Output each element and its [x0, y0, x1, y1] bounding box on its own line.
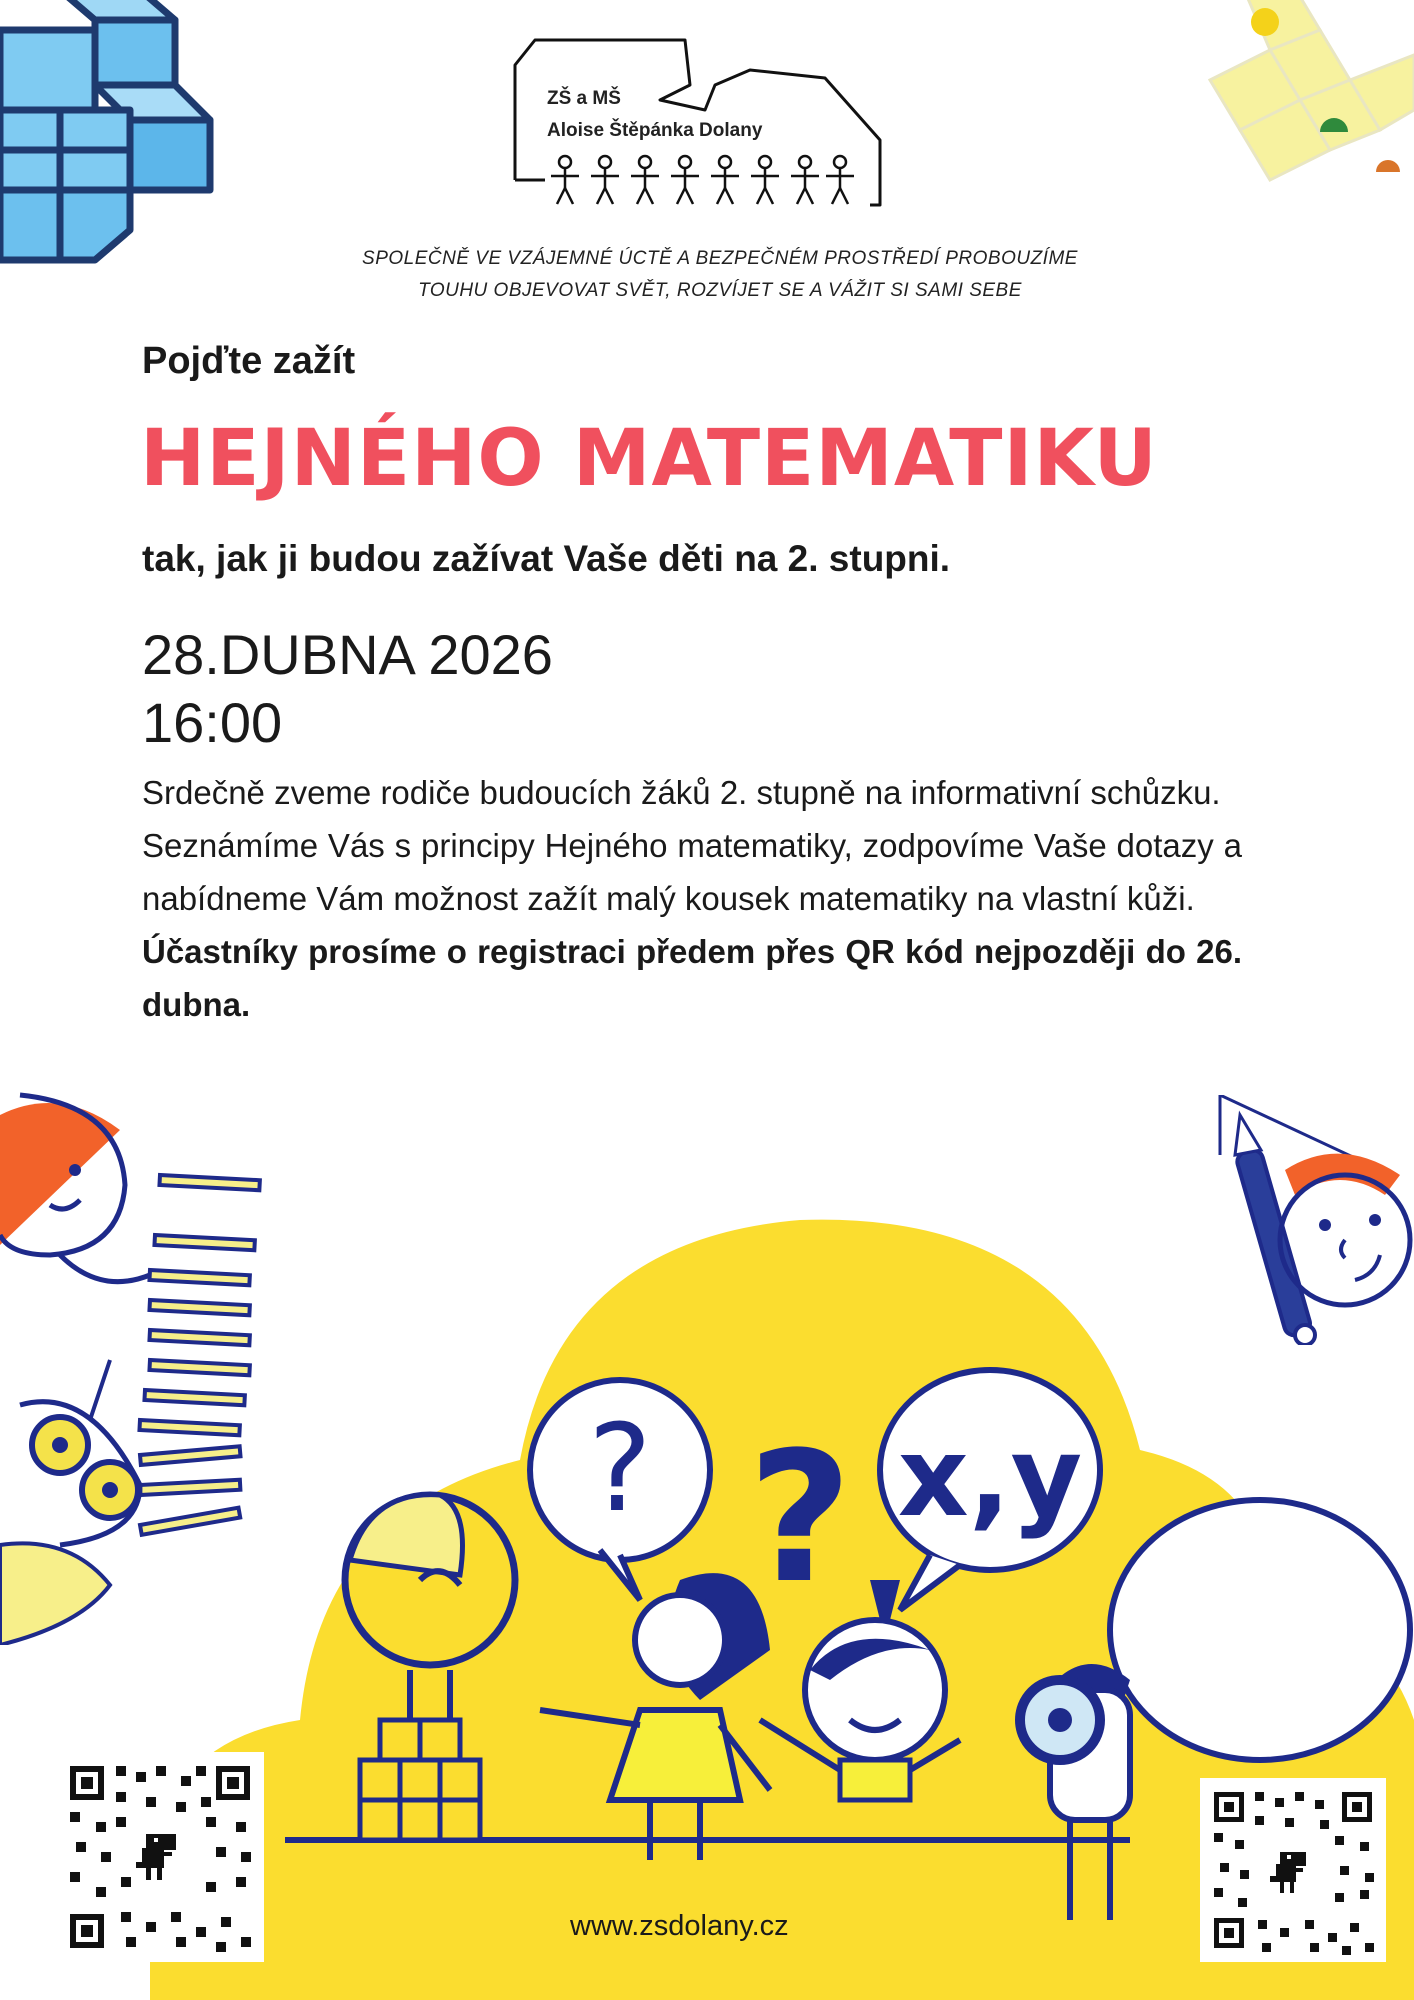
school-motto-line1: SPOLEČNĚ VE VZÁJEMNÉ ÚCTĚ A BEZPEČNÉM PROSTŘEDÍ PROBOUZÍME [362, 248, 1078, 269]
tetris-cube-icon [0, 0, 230, 280]
event-date: 28.DUBNA 2026 [142, 623, 553, 686]
school-motto-line2: TOUHU OBJEVOVAT SVĚT, ROZVÍJET SE A VÁŽIT SI SAMI SEBE [418, 280, 1022, 301]
subtitle: tak, jak ji budou zažívat Vaše děti na 2. stupni. [142, 538, 951, 579]
school-name-line2: Aloise Štěpánka Dolany [547, 120, 763, 141]
invitation-paragraph-2: Seznámíme Vás s principy Hejného matematiky, zodpovíme Vaše dotazy a nabídneme Vám možnost zažít malý kousek matematiky na vlastní kůži. [142, 827, 1242, 917]
website-link[interactable]: www.zsdolany.cz [570, 1910, 789, 1942]
qr-code-left[interactable] [56, 1752, 264, 1962]
yellow-net-icon [1180, 0, 1414, 215]
invitation-body [142, 766, 1242, 1031]
speech-bubble-question: ? [588, 1400, 652, 1539]
invitation-paragraph-1: Srdečně zveme rodiče budoucích žáků 2. stupně na informativní schůzku. [142, 774, 1221, 811]
qr-code-right[interactable] [1200, 1778, 1386, 1962]
speech-bubble-xy: x,y [897, 1413, 1083, 1541]
headline: HEJNÉHO MATEMATIKU [140, 414, 1158, 504]
big-question-mark: ? [747, 1414, 853, 1623]
registration-note: Účastníky prosíme o registraci předem přes QR kód nejpozději do 26. dubna. [142, 933, 1242, 1023]
event-time: 16:00 [142, 691, 283, 754]
intro-text: Pojďte zažít [142, 340, 356, 382]
school-name-line1: ZŠ a MŠ [547, 88, 621, 109]
